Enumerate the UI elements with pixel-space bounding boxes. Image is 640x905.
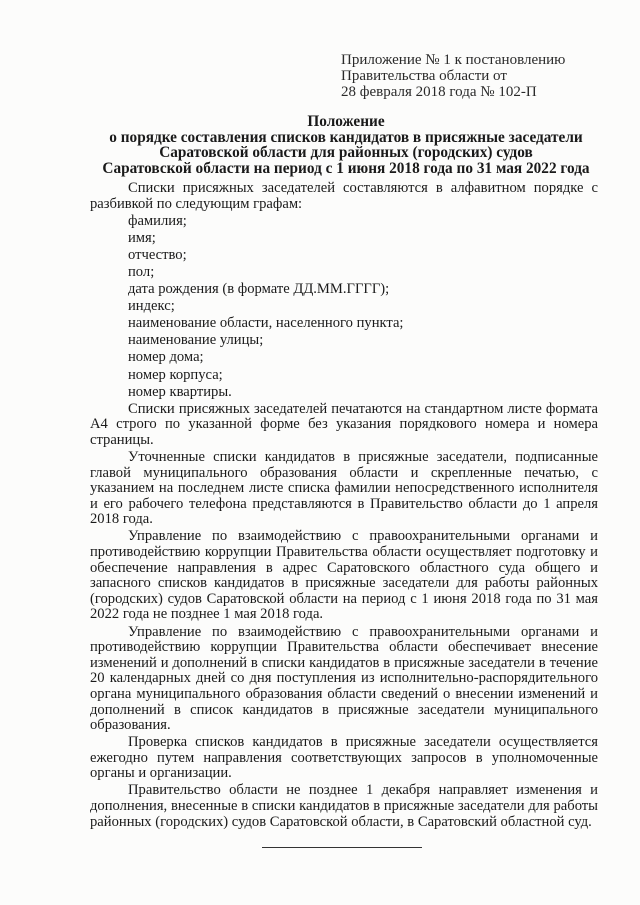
paragraph: Управление по взаимодействию с правоохранительными органами и противодействию коррупции Правительства области обеспечивает внесение изменений и дополнений в списки кандидатов в присяжные заседатели в течение 20 календарных дней со дня поступления из исполнительно-распорядительного органа муниципального образования области сведений о внесении изменений и дополнений в список кандидатов в присяжные заседатели муниципального образования.: [90, 623, 598, 734]
list-item: пол;: [128, 263, 155, 280]
list-item: дата рождения (в формате ДД.ММ.ГГГГ);: [128, 281, 390, 298]
paragraph: Проверка списков кандидатов в присяжные заседатели осуществляется ежегодно путем направления соответствующих запросов в уполномоченные органы и организации.: [90, 734, 598, 782]
intro-paragraph: Списки присяжных заседателей составляются в алфавитном порядке с разбивкой по следующим графам:: [90, 180, 598, 212]
list-item: номер корпуса;: [128, 366, 223, 383]
annex-line-3: 28 февраля 2018 года № 102-П: [341, 84, 537, 100]
annex-line-2: Правительства области от: [341, 68, 507, 84]
title-line-3: Саратовской области для районных (городских) судов: [159, 144, 533, 161]
list-item: отчество;: [128, 246, 187, 263]
paragraph: Уточненные списки кандидатов в присяжные заседатели, подписанные главой муниципального образования области и скрепленные печатью, с указанием на последнем листе списка фамилии непосредственного исполнителя и его рабочего телефона представляются в Правительство области до 1 апреля 2018 года.: [90, 449, 598, 528]
list-item: индекс;: [128, 298, 175, 315]
paragraph: Списки присяжных заседателей печатаются на стандартном листе формата А4 строго по указанной форме без указания порядкового номера и номера страницы.: [90, 400, 598, 448]
list-item: имя;: [128, 229, 156, 246]
paragraph: Управление по взаимодействию с правоохранительными органами и противодействию коррупции Правительства области осуществляет подготовку и обеспечение направления в адрес Саратовского областного суда общего и запасного списков кандидатов в присяжные заседатели для работы районных (городских) судов Саратовской области на период с 1 июня 2018 года по 31 мая 2022 года не позднее 1 мая 2018 года.: [90, 528, 598, 623]
title-line-1: Положение: [307, 113, 385, 130]
list-item: наименование области, населенного пункта;: [128, 315, 404, 332]
list-item: наименование улицы;: [128, 332, 264, 349]
fields-list: [90, 214, 598, 401]
list-item: фамилия;: [128, 212, 187, 229]
closing-rule: [262, 847, 422, 848]
title-line-4: Саратовской области на период с 1 июня 2018 года по 31 мая 2022 года: [102, 159, 590, 177]
document-title: [85, 114, 607, 176]
paragraph: Правительство области не позднее 1 декабря направляет изменения и дополнения, внесенные в списки кандидатов в присяжные заседатели для работы районных (городских) судов Саратовской области, в Саратовский областной суд.: [90, 782, 598, 830]
list-item: номер дома;: [128, 349, 204, 366]
document-body: [90, 181, 598, 832]
annex-line-1: Приложение № 1 к постановлению: [341, 52, 566, 68]
list-item: номер квартиры.: [128, 383, 232, 400]
title-line-2: о порядке составления списков кандидатов в присяжные заседатели: [109, 128, 583, 146]
annex-header: [341, 52, 565, 100]
